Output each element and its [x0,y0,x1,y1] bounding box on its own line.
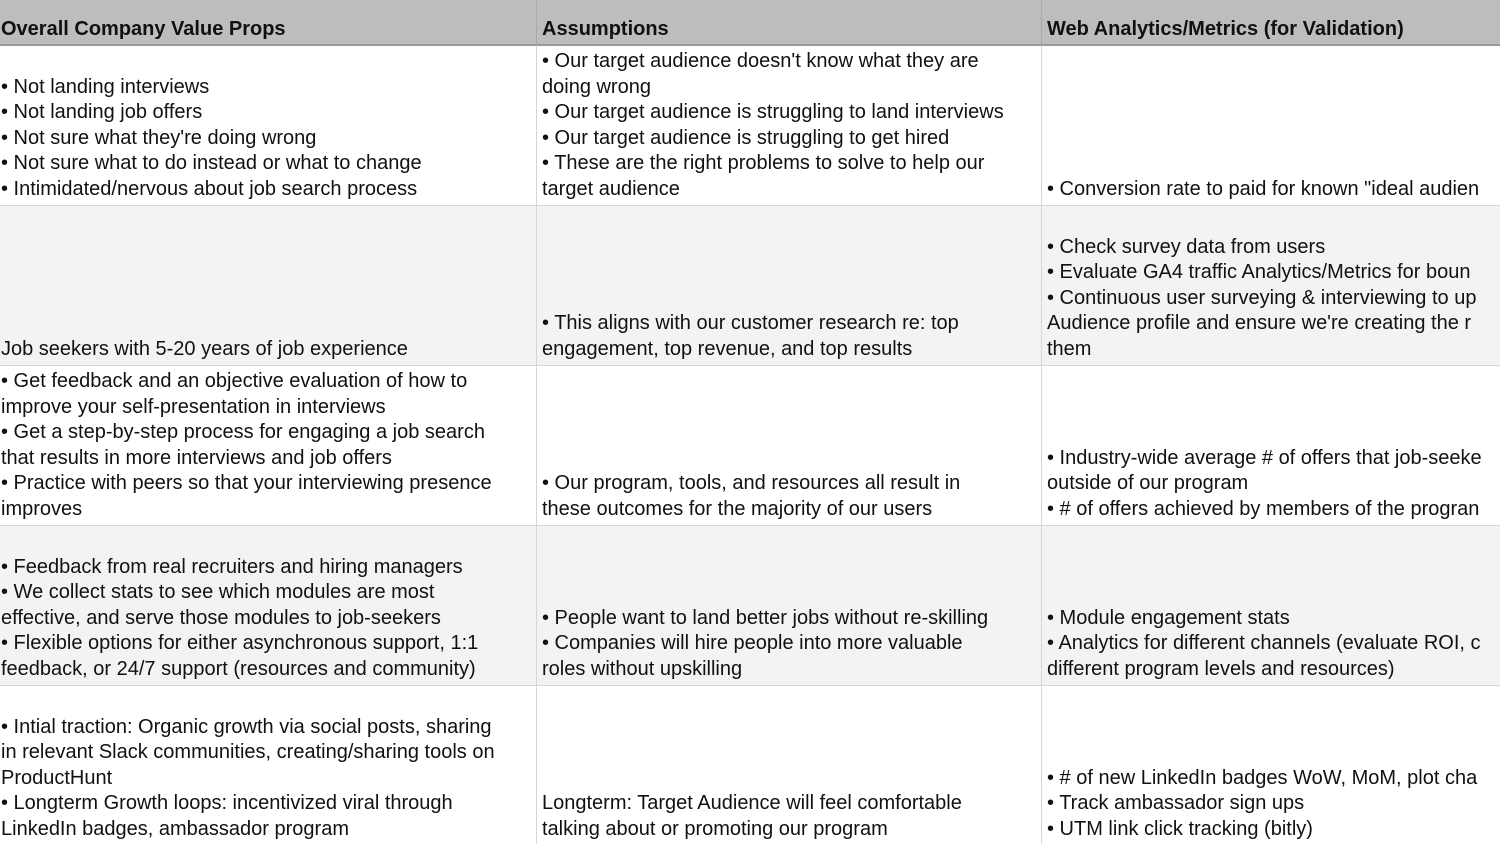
cell-text-line: • Feedback from real recruiters and hiring managers [1,555,463,578]
cell-text-line: in relevant Slack communities, creating/sharing tools on [1,741,495,763]
cell-text-line: • Get feedback and an objective evaluation of how to [1,370,468,392]
cell-text-line: Job seekers with 5-20 years of job experience [1,337,408,360]
cell-text-line: them [1047,337,1092,360]
cell-text-line: doing wrong [542,75,651,98]
cell-text-line: • Our target audience doesn't know what they are [542,50,979,72]
cell-text-line: • Intimidated/nervous about job search process [1,177,418,200]
cell-text-line: • Our target audience is struggling to get hired [542,126,950,149]
cell-text-line: • Practice with peers so that your interviewing presence [1,472,492,494]
column-header-value-props[interactable]: Overall Company Value Props [0,0,537,46]
cell-text-line: roles without upskilling [542,657,743,680]
cell-value-props[interactable] [0,526,537,686]
cell-text-line: talking about or promoting our program [542,817,888,840]
cell-text-line: Audience profile and ensure we're creating the r [1047,312,1472,334]
cell-text-line: • Not sure what to do instead or what to change [1,152,422,174]
cell-text-line: these outcomes for the majority of our users [542,497,933,520]
cell-text-line: outside of our program [1047,472,1249,494]
cell-text-line: engagement, top revenue, and top results [542,337,913,360]
cell-metrics[interactable] [1042,46,1500,206]
cell-text-line: • Not sure what they're doing wrong [1,126,317,149]
cell-text-line: • UTM link click tracking (bitly) [1047,817,1313,840]
cell-assumptions[interactable] [537,366,1042,526]
cell-text-line: • Get a step-by-step process for engaging a job search [1,421,485,443]
cell-text-line: • Not landing interviews [1,75,210,98]
cell-text-line: Longterm: Target Audience will feel comfortable [542,792,962,814]
cell-text-line: ProductHunt [1,766,113,789]
cell-text-line: • Analytics for different channels (evaluate ROI, c [1047,632,1481,654]
cell-text-line: • Our program, tools, and resources all result in [542,472,961,494]
cell-text-line: • Longterm Growth loops: incentivized viral through [1,792,453,814]
cell-text-line: • Flexible options for either asynchronous support, 1:1 [1,632,479,654]
cell-text-line: different program levels and resources) [1047,657,1395,680]
column-header-metrics[interactable]: Web Analytics/Metrics (for Validation) [1042,0,1500,46]
cell-value-props[interactable] [0,366,537,526]
cell-assumptions[interactable] [537,206,1042,366]
column-header-assumptions[interactable]: Assumptions [537,0,1042,46]
cell-text-line: • Track ambassador sign ups [1047,792,1305,814]
cell-metrics[interactable] [1042,526,1500,686]
cell-text-line: • Not landing job offers [1,101,203,123]
cell-text-line: • This aligns with our customer research re: top [542,312,959,334]
cell-text-line: improves [1,497,83,520]
cell-assumptions[interactable] [537,686,1042,844]
cell-metrics[interactable] [1042,206,1500,366]
cell-text-line: that results in more interviews and job offers [1,446,392,469]
cell-text-line: feedback, or 24/7 support (resources and community) [1,657,476,680]
cell-text-line: LinkedIn badges, ambassador program [1,817,349,840]
cell-metrics[interactable] [1042,686,1500,844]
cell-text-line: target audience [542,177,680,200]
cell-text-line: • Companies will hire people into more valuable [542,632,963,654]
cell-text-line: • Module engagement stats [1047,606,1290,629]
cell-text-line: • # of new LinkedIn badges WoW, MoM, plot cha [1047,766,1478,789]
cell-text-line: • Intial traction: Organic growth via social posts, sharing [1,715,492,738]
cell-text-line: • Check survey data from users [1047,235,1326,258]
cell-text-line: • # of offers achieved by members of the progran [1047,497,1480,520]
cell-text-line: • Our target audience is struggling to land interviews [542,101,1004,123]
cell-text-line: improve your self-presentation in interviews [1,395,386,418]
cell-assumptions[interactable] [537,46,1042,206]
cell-text-line: • These are the right problems to solve to help our [542,152,985,174]
cell-text-line: effective, and serve those modules to job-seekers [1,606,441,629]
cell-metrics[interactable] [1042,366,1500,526]
cell-text-line: • People want to land better jobs without re-skilling [542,606,989,629]
cell-value-props[interactable] [0,206,537,366]
cell-value-props[interactable] [0,686,537,844]
cell-text-line: • Evaluate GA4 traffic Analytics/Metrics for boun [1047,261,1471,283]
cell-value-props[interactable] [0,46,537,206]
cell-text-line: • Continuous user surveying & interviewing to up [1047,286,1477,309]
cell-text-line: • We collect stats to see which modules are most [1,581,435,603]
cell-assumptions[interactable] [537,526,1042,686]
cell-text-line: • Industry-wide average # of offers that job-seeke [1047,446,1482,469]
cell-text-line: • Conversion rate to paid for known "ideal audien [1047,177,1480,200]
